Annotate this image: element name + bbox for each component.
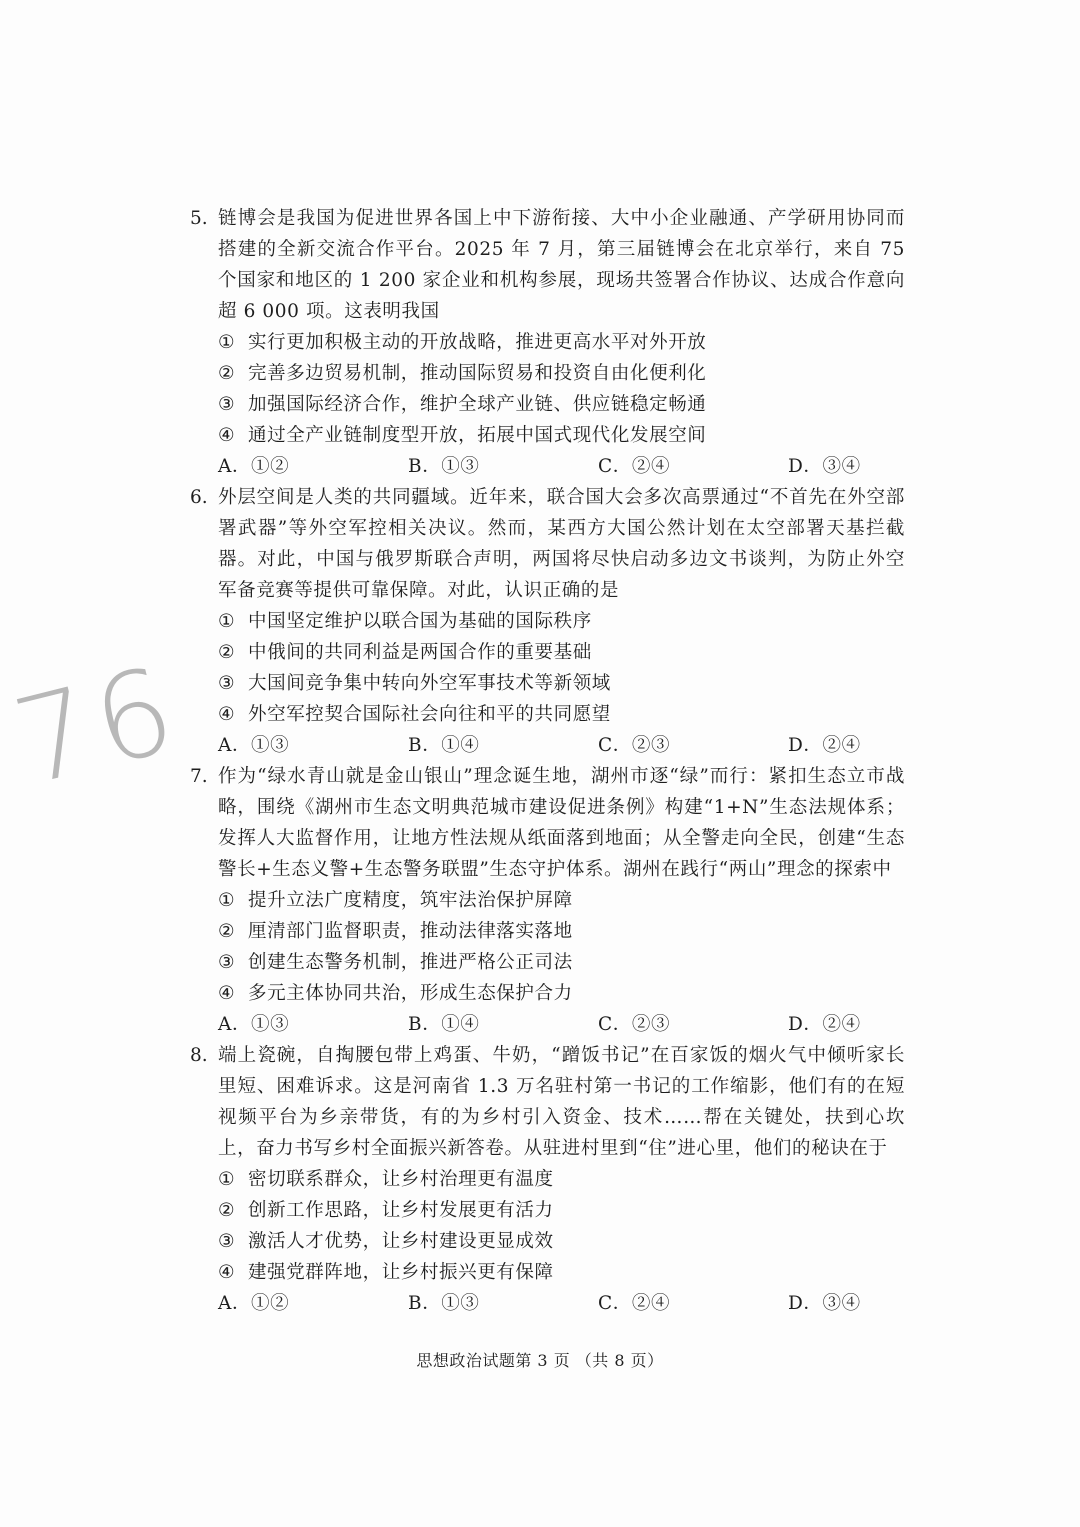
statement-2 — [190, 637, 905, 668]
statement-text: 提升立法广度精度，筑牢法治保护屏障 — [248, 890, 573, 911]
statement-text: 厘清部门监督职责，推动法律落实落地 — [248, 921, 573, 942]
choice-c: C．②④ — [598, 1293, 671, 1314]
choice-a: A．①② — [218, 456, 290, 477]
question-stem — [190, 761, 905, 885]
statement-mark: ④ — [218, 1262, 236, 1283]
statement-1 — [190, 885, 905, 916]
statement-mark: ③ — [218, 1231, 236, 1252]
answer-choices — [190, 451, 905, 482]
statement-mark: ① — [218, 1169, 236, 1190]
choice-a: A．①② — [218, 1293, 290, 1314]
statement-4 — [190, 978, 905, 1009]
choice-d: D．②④ — [788, 1014, 861, 1035]
statement-text: 密切联系群众，让乡村治理更有温度 — [248, 1169, 554, 1190]
choice-b: B．①④ — [408, 735, 480, 756]
question-6 — [190, 482, 905, 761]
question-text: 外层空间是人类的共同疆域。近年来，联合国大会多次高票通过“不首先在外空部署武器”等外空军控相关决议。然而，某西方大国公然计划在太空部署天基拦截器。对此，中国与俄罗斯联合声明，两国将尽快启动多边文书谈判，为防止外空军备竞赛等提供可靠保障。对此，认识正确的是 — [218, 487, 905, 601]
statement-text: 外空军控契合国际社会向往和平的共同愿望 — [248, 704, 611, 725]
statement-mark: ① — [218, 332, 236, 353]
question-stem — [190, 1040, 905, 1164]
choice-a: A．①③ — [218, 735, 290, 756]
statement-text: 创建生态警务机制，推进严格公正司法 — [248, 952, 573, 973]
choice-a: A．①③ — [218, 1014, 290, 1035]
statement-text: 创新工作思路，让乡村发展更有活力 — [248, 1200, 554, 1221]
statement-1 — [190, 606, 905, 637]
question-text: 端上瓷碗，自掏腰包带上鸡蛋、牛奶，“蹭饭书记”在百家饭的烟火气中倾听家长里短、困难诉求。这是河南省 1.3 万名驻村第一书记的工作缩影，他们有的在短视频平台为乡亲带货，有的为乡村引入资金、技术……帮在关键处，扶到心坎上，奋力书写乡村全面振兴新答卷。从驻进村里到“住”进心里，他们的秘诀在于 — [218, 1045, 905, 1159]
statement-mark: ④ — [218, 704, 236, 725]
question-list — [190, 203, 905, 1319]
question-stem — [190, 482, 905, 606]
choice-b: B．①④ — [408, 1014, 480, 1035]
statement-mark: ④ — [218, 983, 236, 1004]
statement-mark: ② — [218, 642, 236, 663]
watermark: 76 — [1, 639, 193, 813]
choice-c: C．②③ — [598, 735, 671, 756]
statement-text: 激活人才优势，让乡村建设更显成效 — [248, 1231, 554, 1252]
statement-3 — [190, 668, 905, 699]
statement-text: 多元主体协同共治，形成生态保护合力 — [248, 983, 573, 1004]
statement-text: 加强国际经济合作，维护全球产业链、供应链稳定畅通 — [248, 394, 707, 415]
statement-4 — [190, 420, 905, 451]
statement-text: 中俄间的共同利益是两国合作的重要基础 — [248, 642, 592, 663]
choice-d: D．③④ — [788, 1293, 861, 1314]
statement-text: 实行更加积极主动的开放战略，推进更高水平对外开放 — [248, 332, 707, 353]
statement-4 — [190, 1257, 905, 1288]
choice-d: D．②④ — [788, 735, 861, 756]
choice-c: C．②③ — [598, 1014, 671, 1035]
question-text: 链博会是我国为促进世界各国上中下游衔接、大中小企业融通、产学研用协同而搭建的全新交流合作平台。2025 年 7 月，第三届链博会在北京举行，来自 75 个国家和地区的 1 200 家企业和机构参展，现场共签署合作协议、达成合作意向超 6 000 项。这表明我国 — [218, 208, 905, 322]
statement-mark: ① — [218, 890, 236, 911]
choice-d: D．③④ — [788, 456, 861, 477]
statement-mark: ③ — [218, 952, 236, 973]
answer-choices — [190, 730, 905, 761]
statement-2 — [190, 1195, 905, 1226]
statement-text: 建强党群阵地，让乡村振兴更有保障 — [248, 1262, 554, 1283]
question-text: 作为“绿水青山就是金山银山”理念诞生地，湖州市逐“绿”而行：紧扣生态立市战略，围绕《湖州市生态文明典范城市建设促进条例》构建“1+N”生态法规体系；发挥人大监督作用，让地方性法规从纸面落到地面；从全警走向全民，创建“生态警长+生态义警+生态警务联盟”生态守护体系。湖州在践行“两山”理念的探索中 — [218, 766, 905, 880]
statement-text: 通过全产业链制度型开放，拓展中国式现代化发展空间 — [248, 425, 707, 446]
statement-mark: ④ — [218, 425, 236, 446]
statement-3 — [190, 1226, 905, 1257]
question-8 — [190, 1040, 905, 1319]
question-number: 7. — [190, 766, 208, 787]
choice-c: C．②④ — [598, 456, 671, 477]
statement-text: 大国间竞争集中转向外空军事技术等新领域 — [248, 673, 611, 694]
statement-mark: ② — [218, 363, 236, 384]
statement-4 — [190, 699, 905, 730]
question-number: 6. — [190, 487, 208, 508]
statement-mark: ② — [218, 1200, 236, 1221]
statement-mark: ① — [218, 611, 236, 632]
statement-text: 完善多边贸易机制，推动国际贸易和投资自由化便利化 — [248, 363, 707, 384]
choice-b: B．①③ — [408, 456, 480, 477]
statement-mark: ③ — [218, 673, 236, 694]
statement-mark: ② — [218, 921, 236, 942]
statement-1 — [190, 1164, 905, 1195]
question-stem — [190, 203, 905, 327]
statement-mark: ③ — [218, 394, 236, 415]
question-5 — [190, 203, 905, 482]
statement-text: 中国坚定维护以联合国为基础的国际秩序 — [248, 611, 592, 632]
statement-1 — [190, 327, 905, 358]
question-number: 8. — [190, 1045, 208, 1066]
choice-b: B．①③ — [408, 1293, 480, 1314]
answer-choices — [190, 1288, 905, 1319]
statement-3 — [190, 947, 905, 978]
question-number: 5. — [190, 208, 208, 229]
page-footer: 思想政治试题第 3 页 （共 8 页） — [416, 1351, 664, 1370]
statement-2 — [190, 358, 905, 389]
question-7 — [190, 761, 905, 1040]
answer-choices — [190, 1009, 905, 1040]
statement-3 — [190, 389, 905, 420]
statement-2 — [190, 916, 905, 947]
